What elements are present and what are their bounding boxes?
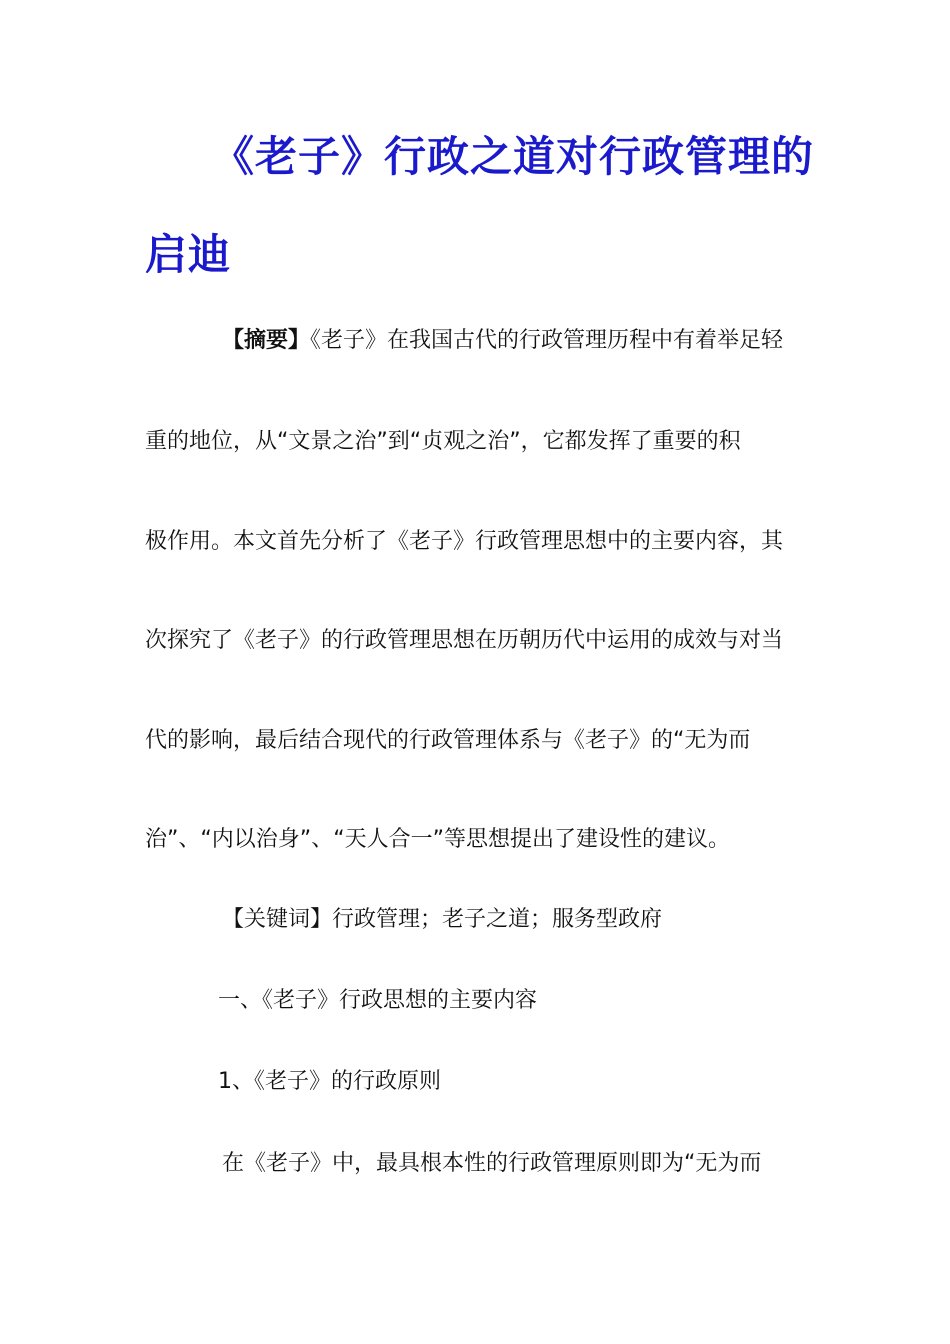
subsection-heading: 1、《老子》的行政原则	[218, 1069, 441, 1094]
section-heading: 一、《老子》行政思想的主要内容	[218, 988, 538, 1013]
abstract-line-5: 代的影响，最后结合现代的行政管理体系与《老子》的“无为而	[145, 728, 751, 753]
abstract-line-1: 《老子》在我国古代的行政管理历程中有着举足轻	[310, 328, 784, 353]
keywords-line: 【关键词】行政管理；老子之道；服务型政府	[222, 907, 663, 932]
abstract-line-4: 次探究了《老子》的行政管理思想在历朝历代中运用的成效与对当	[145, 628, 784, 653]
body-paragraph-line: 在《老子》中，最具根本性的行政管理原则即为“无为而	[222, 1151, 762, 1176]
document-title-line-2: 启迪	[145, 230, 232, 279]
abstract-line-2: 重的地位，从“文景之治”到“贞观之治”，它都发挥了重要的积	[145, 429, 741, 454]
document-title-line-1: 《老子》行政之道对行政管理的	[212, 132, 815, 181]
abstract-line-6: 治”、“内以治身”、“天人合一”等思想提出了建设性的建议。	[145, 827, 730, 852]
abstract-label: 【摘要】	[222, 328, 311, 353]
abstract-first-line	[222, 326, 783, 356]
abstract-line-3: 极作用。本文首先分析了《老子》行政管理思想中的主要内容，其	[145, 529, 784, 554]
